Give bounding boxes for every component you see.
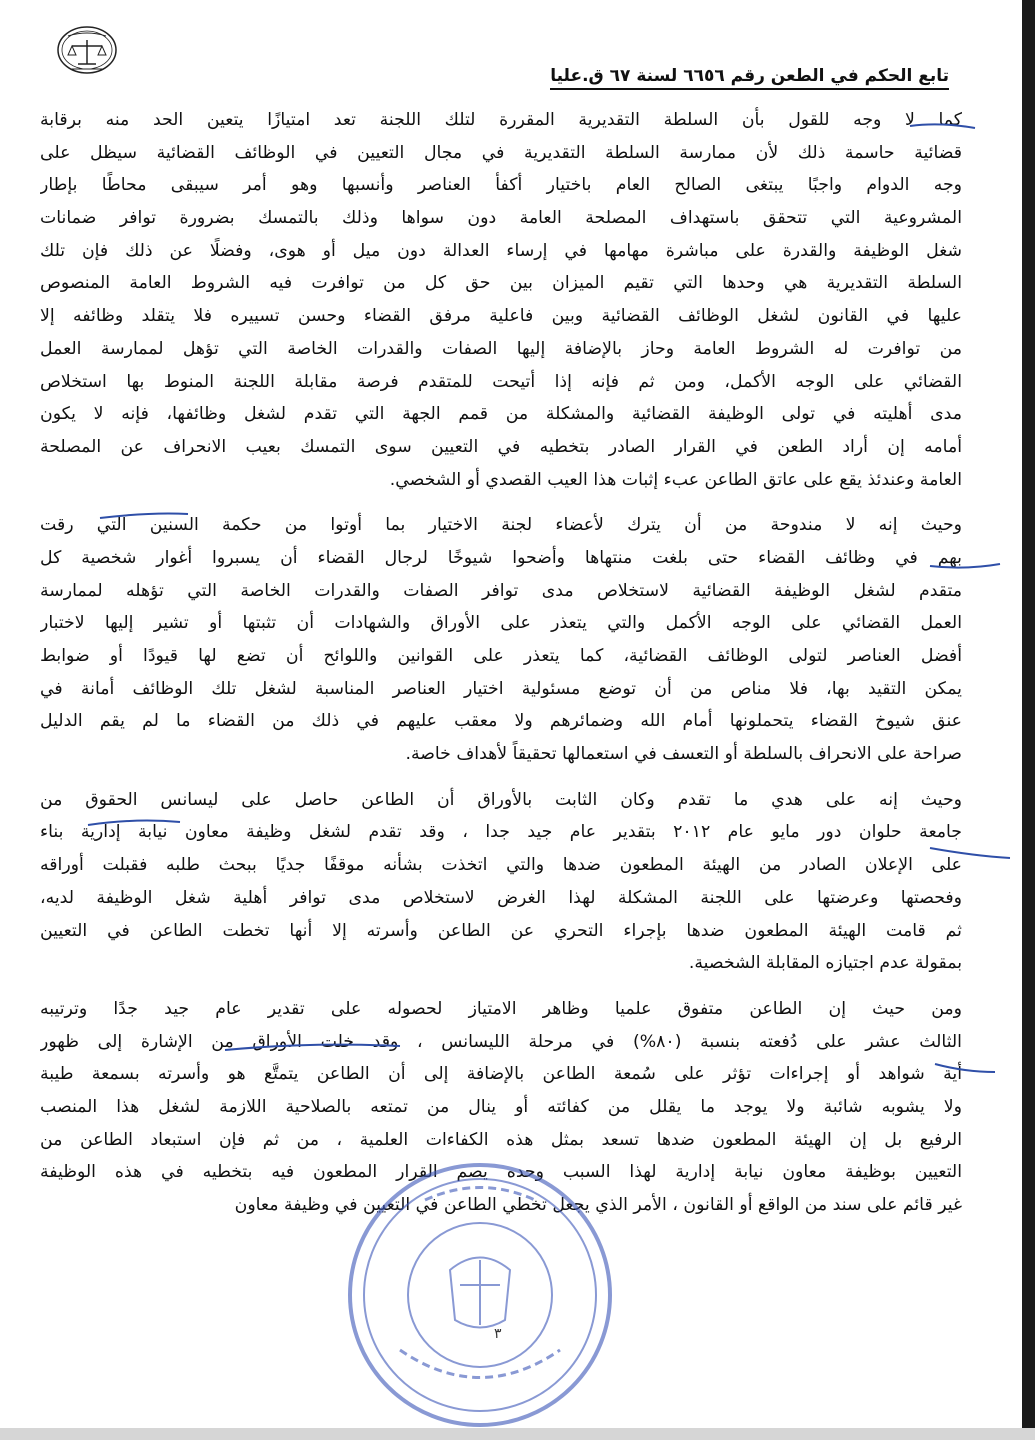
paragraph-line: جامعة حلوان دور مايو عام ٢٠١٢ بتقدير عام جيد جدا ، وقد تقدم لشغل وظيفة معاون نيابة إدارية بناء [40, 822, 962, 843]
paragraph-line: وفحصتها وعرضتها على اللجنة المشكلة لهذا الغرض لاستخلاص مدى توافر أهلية شغل الوظيفة لديه، [40, 887, 962, 908]
paragraph-line: بمقولة عدم اجتيازه المقابلة الشخصية. [688, 953, 962, 974]
scan-bottom-edge [0, 1428, 1035, 1440]
paragraph-line: السلطة التقديرية هي وحدها التي تقيم الميزان بين حق كل من توافرت فيه الشروط العامة المنصوص [40, 273, 962, 294]
paragraph-line: القضائي على الوجه الأكمل، ومن ثم فإنه إذا أتيحت للمتقدم فرصة مقابلة اللجنة المنوط بها استخلاص [40, 371, 962, 392]
paragraph-line: غير قائم على سند من الواقع أو القانون ، الأمر الذي يجعل تخطي الطاعن في التعيين في وظيفة معاون [234, 1195, 962, 1215]
paragraph-line: ومن حيث إن الطاعن متفوق علميا وظاهر الامتياز لحصوله على تقدير عام جيد جدًا وترتيبه [40, 998, 962, 1019]
paragraph-line: صراحة على الانحراف بالسلطة أو التعسف في استعمالها تحقيقاً لأهداف خاصة. [405, 744, 962, 765]
paragraph-line: الرفيع بل إن الهيئة المطعون ضدها تسعد بمثل هذه الكفاءات العلمية ، من ثم فإن استبعاد الطاعن من [40, 1129, 962, 1150]
paragraph-line: العامة وعندئذ يقع على عاتق الطاعن عبء إثبات هذا العيب القصدي أو الشخصي. [389, 469, 962, 490]
paragraph-line: يمكن التقيد بها، فلا مناص من أن توضع مسئولية اختيار العناصر المناسبة لشغل تلك الوظائف أمانة في [40, 678, 962, 699]
paragraph-line: قضائية حاسمة ذلك لأن ممارسة السلطة التقديرية في مجال التعيين في الوظائف القضائية سيظل على [40, 142, 962, 163]
judgment-body-text [40, 104, 962, 1222]
paragraph-line: شغل الوظيفة والقدرة على مباشرة مهامها في إرساء العدالة دون ميل أو هوى، وفضلًا عن ذلك فإن تلك [40, 240, 962, 261]
paragraph-line: وجه الدوام واجبًا يبتغى الصالح العام باختيار أكفأ العناصر وأنسبها وهو أمر سيبقى محاطًا بإطار [40, 175, 962, 196]
paragraph-gap [40, 771, 962, 784]
paragraph-line: العمل القضائي على الوجه الأكمل والتي يتعذر على الأوراق والشهادات أن تثبتها أو تشير إليها لاختبار [40, 613, 962, 634]
paragraph-line: وحيث إنه لا مندوحة من أن يترك لأعضاء لجنة الاختيار بما أوتوا من حكمة السنين التي رقت [40, 515, 962, 536]
paragraph-line: عنق شيوخ القضاء يتحملونها أمام الله وضمائرهم ولا معقب عليهم في ذلك من القضاء ما لم يقم الدليل [40, 711, 962, 732]
paragraph-gap [40, 980, 962, 993]
paragraph-line: أية شواهد أو إجراءات تؤثر على سُمعة الطاعن بالإضافة إلى أن الطاعن يتمتَّع هو وأسرته بسمعة طيبة [40, 1064, 962, 1085]
paragraph-line: وحيث إنه على هدي ما تقدم وكان الثابت بالأوراق أن الطاعن حاصل على ليسانس الحقوق من [40, 789, 962, 810]
paragraph-line: الثالث عشر على دُفعته بنسبة (٨٠%) في مرحلة الليسانس ، وقد خلت الأوراق من الإشارة إلى ظهور [40, 1031, 962, 1052]
paragraph-line: ولا يشوبه شائبة ولا يوجد ما يقلل من كفائته أو ينال من تمتعه بالصلاحية اللازمة لشغل هذا المنصب [40, 1096, 962, 1117]
paragraph-line: مدى أهليته في تولى الوظيفة القضائية والمشكلة من قمم الجهة التي تقدم لشغل وظائفها، فإنه لا يكون [40, 404, 962, 425]
paragraph-line: بهم في وظائف القضاء حتى بلغت منتهاها وأضحوا شيوخًا لرجال القضاء أن يسبروا أغوار شخصية كل [40, 547, 962, 568]
paragraph-line: ثم قامت الهيئة المطعون ضدها بإجراء التحري عن الطاعن وأسرته إلا أنها تخطت الطاعن في التعيين [40, 920, 962, 941]
page-header-title: تابع الحكم في الطعن رقم ٦٦٥٦ لسنة ٦٧ ق.عليا [550, 66, 949, 90]
paragraph-line: أفضل العناصر لتولى الوظائف القضائية، كما يتعذر على القوانين واللوائح أن تضع لها قيودًا أو ضوابط [40, 646, 962, 666]
paragraph-line: متقدم لشغل الوظيفة القضائية لاستخلاص مدى توافر الصفات والقدرات الخاصة التي تؤهله لممارسة [40, 580, 962, 601]
scan-edge [1022, 0, 1035, 1440]
paragraph-line: عليها في القانون لشغل الوظائف القضائية وبين فاعلية مرفق القضاء وحسن تسييره فلا يتقلد وظائفه إلا [40, 306, 962, 327]
paragraph-line: أمامه إن أراد الطعن في القرار الصادر بتخطيه في التعيين سوى التمسك بعيب الانحراف عن المصلحة [40, 436, 962, 457]
paragraph-line: كما لا وجه للقول بأن السلطة التقديرية المقررة لتلك اللجنة تعد امتيازًا يتعين الحد منه برقابة [40, 110, 962, 130]
state-council-logo [56, 24, 118, 76]
paragraph-line: على الإعلان الصادر من الهيئة المطعون ضدها والتي اتخذت بشأنه موقفًا جديًا ببحث طلبه فقبلت أوراقه [40, 855, 962, 876]
page-number: ٣ [494, 1326, 502, 1342]
paragraph-line: المشروعية التي تتحقق باستهداف المصلحة العامة دون سواها وذلك بالتمسك بضرورة توافر ضمانات [40, 208, 962, 229]
paragraph-line: التعيين بوظيفة معاون نيابة إدارية لهذا السبب وحده يصم القرار المطعون فيه بتخطيه في هذه الوظيفة [40, 1162, 962, 1183]
paragraph-line: من توافرت له الشروط العامة وحاز بالإضافة إليها الصفات والقدرات الخاصة التي تؤهل لممارسة العمل [40, 338, 962, 359]
paragraph-gap [40, 496, 962, 509]
